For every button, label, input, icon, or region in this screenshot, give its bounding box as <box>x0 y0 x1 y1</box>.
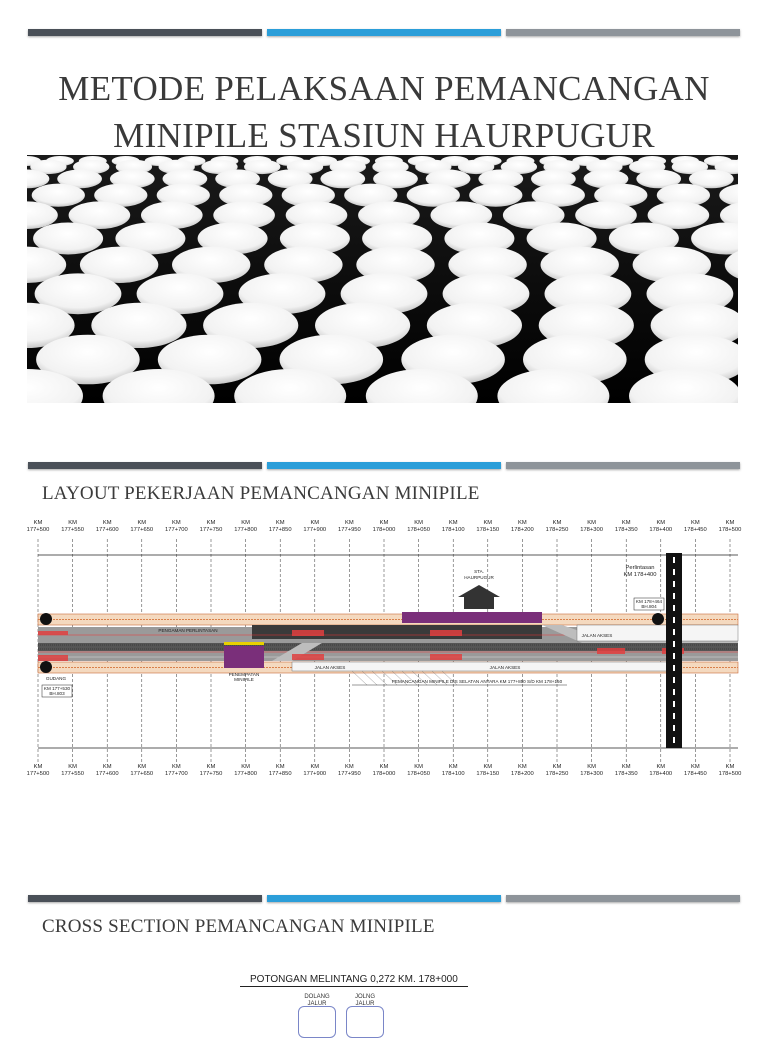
km-prefix: KM <box>137 764 147 770</box>
km-prefix: KM <box>552 764 562 770</box>
km-prefix: KM <box>518 764 527 770</box>
km-label: 178+300 <box>580 527 603 533</box>
km-label: 177+850 <box>268 771 292 777</box>
slide1-bar-blue <box>267 29 501 36</box>
km-label: 178+350 <box>614 771 638 777</box>
station-label-1: STA. <box>474 569 484 574</box>
km-prefix: KM <box>33 520 43 526</box>
km-prefix: KM <box>68 764 77 770</box>
km-label: 177+750 <box>199 771 223 777</box>
jalan-akses-1: JALAN AKSES <box>581 633 613 638</box>
km-label: 177+950 <box>338 771 361 777</box>
slide1-bar-grey <box>506 29 740 36</box>
km-prefix: KM <box>448 520 458 526</box>
km-prefix: KM <box>414 764 423 770</box>
km-prefix: KM <box>172 520 181 526</box>
km-label: 178+300 <box>580 771 603 777</box>
km-prefix: KM <box>275 520 285 526</box>
km-label: 177+900 <box>303 527 327 533</box>
km-label: 178+400 <box>649 527 673 533</box>
slide1-title-line2: MINIPILE STASIUN HAURPUGUR <box>113 116 655 155</box>
slide2-bar-grey <box>506 462 740 469</box>
km-prefix: KM <box>587 764 596 770</box>
basecamp-label-1: PENEMPATAN <box>228 672 260 677</box>
km-prefix: KM <box>725 764 735 770</box>
km-label: 177+750 <box>199 527 223 533</box>
gudang-label: GUDANG <box>45 676 67 681</box>
km-label: 177+850 <box>268 527 292 533</box>
section-frame-right <box>346 1006 384 1038</box>
km-prefix: KM <box>379 520 389 526</box>
km-label: 177+500 <box>26 771 50 777</box>
slide1-bar-dark <box>28 29 262 36</box>
km-prefix: KM <box>102 764 112 770</box>
slide2-bar-dark <box>28 462 262 469</box>
km-label: 177+700 <box>165 771 188 777</box>
km-label: 178+450 <box>684 527 707 533</box>
km-prefix: KM <box>137 520 147 526</box>
slide2-bar-blue <box>267 462 501 469</box>
km-prefix: KM <box>206 764 216 770</box>
km-prefix: KM <box>587 520 596 526</box>
km-prefix: KM <box>102 520 112 526</box>
km-label: 178+150 <box>476 527 500 533</box>
km-label: 178+000 <box>372 527 396 533</box>
km-prefix: KM <box>33 764 43 770</box>
km-label: 178+500 <box>718 771 742 777</box>
km-label: 178+000 <box>372 771 396 777</box>
km-prefix: KM <box>241 520 250 526</box>
km-label: 177+650 <box>130 771 154 777</box>
km-label: 178+250 <box>545 771 569 777</box>
km-prefix: KM <box>172 764 181 770</box>
jalan-akses-3: JALAN AKSES <box>489 665 521 670</box>
section-label-right-2: JALUR <box>355 1001 375 1007</box>
km-prefix: KM <box>345 520 354 526</box>
km-label: 178+250 <box>545 527 569 533</box>
crossing-box-2: BH.804 <box>641 604 657 609</box>
km-label: 178+050 <box>407 771 430 777</box>
km-prefix: KM <box>310 520 320 526</box>
section-title: POTONGAN MELINTANG 0,272 KM. 178+000 <box>240 974 468 987</box>
km-prefix: KM <box>621 764 631 770</box>
jalan-akses-2: JALAN AKSES <box>314 665 346 670</box>
crossing-label-1: Perlintasan <box>625 565 655 571</box>
slide3-heading: CROSS SECTION PEMANCANGAN MINIPILE <box>42 916 435 937</box>
km-prefix: KM <box>518 520 527 526</box>
km-label: 178+500 <box>718 527 742 533</box>
left-box-1: KM 177+530 <box>43 686 71 691</box>
km-label: 177+800 <box>234 527 257 533</box>
km-label: 178+200 <box>511 771 534 777</box>
km-label: 178+400 <box>649 771 673 777</box>
km-prefix: KM <box>725 520 735 526</box>
km-prefix: KM <box>483 764 493 770</box>
km-label: 177+800 <box>234 771 257 777</box>
km-label: 177+950 <box>338 527 361 533</box>
note-label: PEMANCANGAN MINIPILE DIS SELATAN ANTARA KM 177+850 S/D KM 178+150 <box>391 679 563 684</box>
km-prefix: KM <box>345 764 354 770</box>
km-label: 178+450 <box>684 771 707 777</box>
km-prefix: KM <box>68 520 77 526</box>
km-label: 177+650 <box>130 527 154 533</box>
left-box-2: BH.803 <box>49 691 65 696</box>
layout-drawing <box>22 515 748 780</box>
section-label-left-1: DOLANG <box>304 994 330 1000</box>
km-prefix: KM <box>691 764 700 770</box>
km-prefix: KM <box>656 520 666 526</box>
pile-disc <box>469 184 522 207</box>
km-prefix: KM <box>241 764 250 770</box>
km-prefix: KM <box>552 520 562 526</box>
km-label: 177+550 <box>61 771 84 777</box>
crossing-box-1: KM 178+464 <box>635 599 663 604</box>
slide1-title-line1: METODE PELAKSAAN PEMANCANGAN <box>58 69 710 108</box>
section-label-left-2: JALUR <box>307 1001 327 1007</box>
km-prefix: KM <box>206 520 216 526</box>
km-label: 178+100 <box>441 771 465 777</box>
km-label: 178+100 <box>441 527 465 533</box>
km-label: 177+550 <box>61 527 84 533</box>
section-label-right-1: JOLNG <box>354 994 375 1000</box>
pile-field-photo <box>27 155 738 403</box>
km-prefix: KM <box>310 764 320 770</box>
km-prefix: KM <box>691 520 700 526</box>
crossing-label-2: KM 178+400 <box>623 572 657 578</box>
km-label: 178+200 <box>511 527 534 533</box>
station-label-2: HAURPUGUR <box>464 575 494 580</box>
km-label: 178+150 <box>476 771 500 777</box>
km-label: 177+600 <box>95 771 119 777</box>
slide2-heading: LAYOUT PEKERJAAN PEMANCANGAN MINIPILE <box>42 483 480 504</box>
km-prefix: KM <box>621 520 631 526</box>
section-frame-left <box>298 1006 336 1038</box>
km-label: 178+050 <box>407 527 430 533</box>
pengaman-label: PENGAMAN PERLINTASAN <box>158 628 218 633</box>
km-prefix: KM <box>414 520 423 526</box>
km-label: 177+600 <box>95 527 119 533</box>
km-prefix: KM <box>483 520 493 526</box>
slide3-bar-blue <box>267 895 501 902</box>
basecamp-label-2: MINIPILE <box>234 677 254 682</box>
km-prefix: KM <box>275 764 285 770</box>
km-prefix: KM <box>379 764 389 770</box>
km-label: 177+900 <box>303 771 327 777</box>
km-label: 177+500 <box>26 527 50 533</box>
slide3-bar-grey <box>506 895 740 902</box>
km-label: 178+350 <box>614 527 638 533</box>
slide3-bar-dark <box>28 895 262 902</box>
km-label: 177+700 <box>165 527 188 533</box>
km-prefix: KM <box>448 764 458 770</box>
km-prefix: KM <box>656 764 666 770</box>
